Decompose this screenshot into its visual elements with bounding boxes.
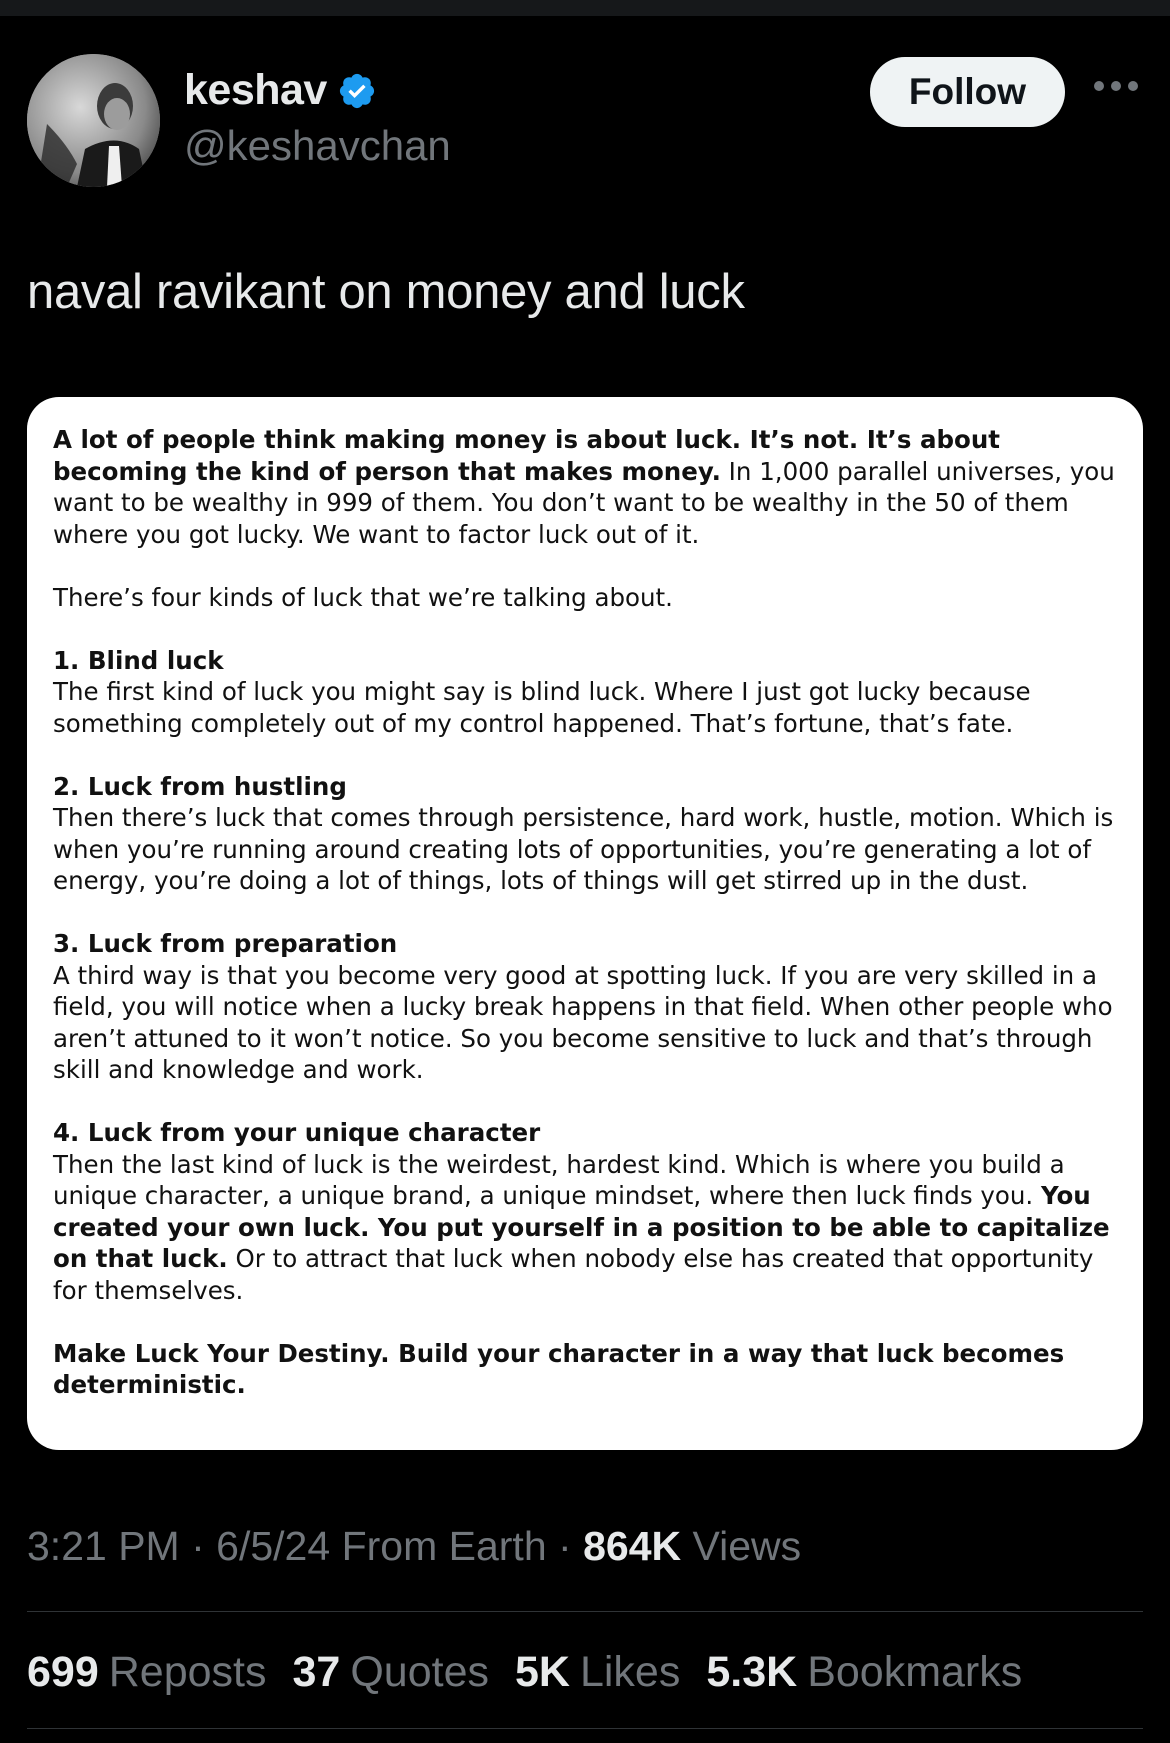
views-label: Views xyxy=(692,1523,802,1569)
likes-label: Likes xyxy=(579,1648,681,1696)
verified-badge-icon xyxy=(337,71,377,111)
intro-rest: In 1,000 parallel universes, you want to be wealthy in 999 of them. You don’t want to be wealthy in the 50 of them where you got lucky. We want to factor luck out of it. xyxy=(53,456,1115,549)
tweet-meta xyxy=(27,1523,801,1570)
likes-count: 5K xyxy=(514,1648,570,1696)
closing-line xyxy=(53,1338,1133,1401)
avatar-photo xyxy=(27,54,160,187)
intro-paragraph xyxy=(53,424,1133,550)
kinds-line: There’s four kinds of luck that we’re talking about. xyxy=(53,582,673,612)
intro-bold: A lot of people think making money is about luck. It’s not. It’s about becoming the kind of person that makes money. xyxy=(53,425,1001,486)
tweet-source: From Earth xyxy=(341,1523,547,1569)
section-body: The first kind of luck you might say is blind luck. Where I just got lucky because something completely out of my control happened. That’s fortune, that’s fate. xyxy=(53,677,1031,738)
author-handle[interactable]: @keshavchan xyxy=(184,122,451,169)
section-heading: 1. Blind luck xyxy=(53,645,224,675)
closing-text: Make Luck Your Destiny. Build your character in a way that luck becomes deterministic. xyxy=(53,1338,1065,1399)
section xyxy=(53,771,1133,897)
divider xyxy=(27,1728,1143,1729)
section-body-bold: You created your own luck. You put yourself in a position to be able to capitalize on that luck. xyxy=(53,1181,1110,1273)
more-options-icon[interactable] xyxy=(1094,78,1138,94)
quotes-stat[interactable] xyxy=(293,1648,489,1697)
reposts-label: Reposts xyxy=(108,1648,267,1696)
meta-separator: · xyxy=(191,1523,205,1569)
engagement-stats xyxy=(27,1648,1048,1697)
divider xyxy=(27,1611,1143,1612)
quotes-label: Quotes xyxy=(350,1648,489,1696)
section xyxy=(53,1117,1133,1306)
reposts-count: 699 xyxy=(27,1648,99,1696)
author-name-row[interactable] xyxy=(184,66,377,115)
section xyxy=(53,928,1133,1086)
section-heading: 4. Luck from your unique character xyxy=(53,1118,541,1147)
quotes-count: 37 xyxy=(292,1648,341,1696)
top-bar xyxy=(0,0,1170,16)
tweet-time[interactable]: 3:21 PM xyxy=(27,1523,180,1569)
tweet-date[interactable]: 6/5/24 xyxy=(216,1523,331,1569)
tweet-image[interactable] xyxy=(27,397,1143,1450)
section-heading: 2. Luck from hustling xyxy=(53,771,347,801)
section-heading: 3. Luck from preparation xyxy=(53,929,398,958)
meta-separator: · xyxy=(558,1523,572,1569)
views-count[interactable]: 864K xyxy=(583,1523,682,1569)
likes-stat[interactable] xyxy=(515,1648,680,1697)
bookmarks-stat[interactable] xyxy=(706,1648,1022,1697)
section xyxy=(53,645,1133,740)
section-body: A third way is that you become very good at spotting luck. If you are very skilled in a field, you will notice when a lucky break happens in that field. When other people who aren’t attuned to it won’t notice. So you become sensitive to luck and that’s through skill and knowledge and work. xyxy=(53,960,1113,1084)
quote-document xyxy=(53,424,1133,1432)
reposts-stat[interactable] xyxy=(27,1648,267,1697)
author-name[interactable]: keshav xyxy=(184,66,327,114)
avatar[interactable] xyxy=(27,54,160,187)
bookmarks-label: Bookmarks xyxy=(807,1648,1023,1696)
section-body-tail: Or to attract that luck when nobody else has created that opportunity for themselves. xyxy=(53,1244,1094,1305)
tweet-text: naval ravikant on money and luck xyxy=(27,265,745,319)
section-body: Then the last kind of luck is the weirdest, hardest kind. Which is where you build a unique character, a unique brand, a unique mindset, where then luck finds you. xyxy=(53,1149,1065,1210)
follow-button[interactable]: Follow xyxy=(870,57,1065,127)
section-body: Then there’s luck that comes through persistence, hard work, hustle, motion. Which is when you’re running around creating lots of opportunities, you’re generating a lot of energy, you’re doing a lot of things, lots of things will get stirred up in the dust. xyxy=(53,803,1114,895)
bookmarks-count: 5.3K xyxy=(706,1648,798,1696)
